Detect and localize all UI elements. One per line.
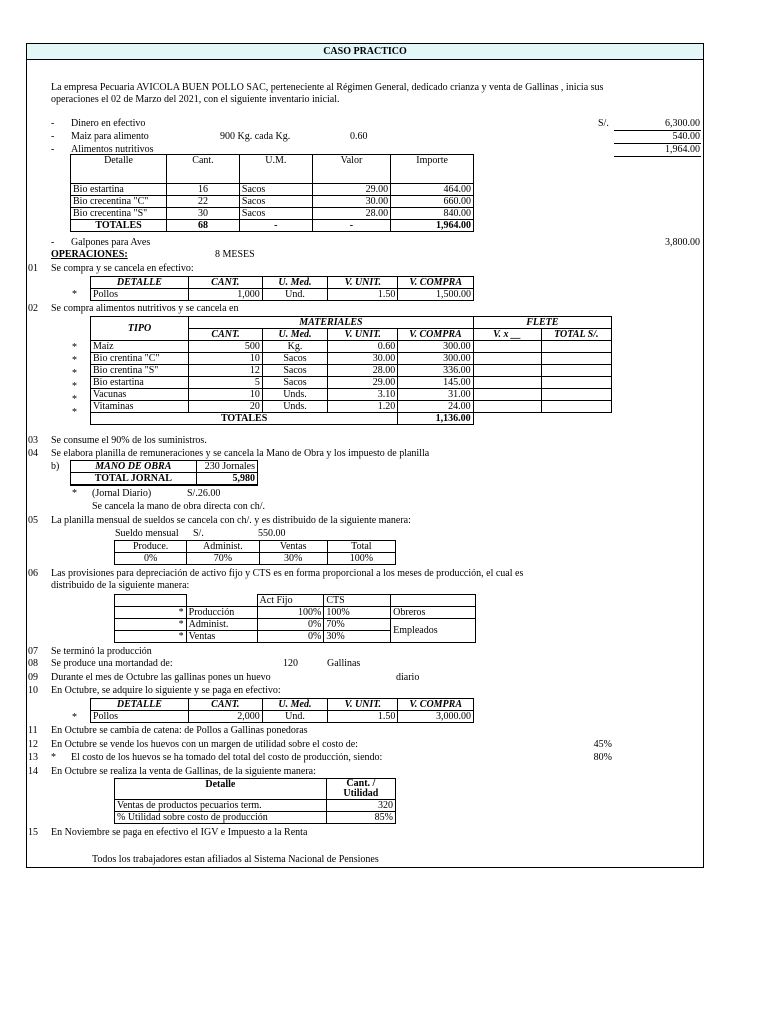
dinero-currency: S/.	[598, 118, 609, 129]
op01-table	[90, 276, 474, 301]
cell: 1,500.00	[398, 289, 474, 301]
table-row	[71, 184, 474, 196]
op-text: En Octubre se cambia de catena: de Pollos a Gallinas ponedoras	[51, 725, 308, 736]
table-row	[115, 800, 396, 812]
op02-table	[90, 316, 612, 425]
bullet: *	[72, 342, 77, 353]
col-header: CANT.	[188, 277, 262, 289]
col-header: Importe	[391, 155, 474, 184]
sueldo-currency: S/.	[193, 528, 204, 539]
cell: -	[312, 220, 390, 232]
col-header: U.M.	[239, 155, 312, 184]
col-header-line: Cant. /	[346, 778, 376, 789]
cell: 660.00	[391, 196, 474, 208]
op-text: Las provisiones para depreciación de activo fijo y CTS es en forma proporcional a los meses de producción, el cual es	[51, 568, 524, 579]
cell: 3,000.00	[398, 711, 474, 723]
cell	[541, 341, 611, 353]
jornal-value: S/.26.00	[187, 488, 221, 499]
col-header: Detalle	[115, 779, 327, 800]
cell: 0.60	[328, 341, 398, 353]
op-number: 05	[28, 515, 38, 526]
cell: Pollos	[91, 289, 189, 301]
col-header: Valor	[312, 155, 390, 184]
op-text: El costo de los huevos se ha tomado del total del costo de producción, siendo:	[71, 752, 383, 763]
cell: Sacos	[239, 184, 312, 196]
cell: 320	[326, 800, 395, 812]
cell: 24.00	[398, 401, 473, 413]
cell: Maíz	[91, 341, 189, 353]
cell: 145.00	[398, 377, 473, 389]
sueldo-value: 550.00	[258, 528, 286, 539]
op05-table	[114, 540, 396, 565]
cell: 30.00	[328, 353, 398, 365]
cell: 500	[189, 341, 263, 353]
bullet: *	[72, 368, 77, 379]
cell: 300.00	[398, 353, 473, 365]
cell: 336.00	[398, 365, 473, 377]
cell: 29.00	[312, 184, 390, 196]
cell: 10	[189, 353, 263, 365]
col-header: DETALLE	[91, 699, 189, 711]
dash: -	[51, 144, 55, 155]
cell: *	[115, 619, 187, 631]
cell: Sacos	[262, 353, 327, 365]
bullet: *	[72, 355, 77, 366]
cell: 300.00	[398, 341, 473, 353]
galpones-value: 3,800.00	[665, 237, 700, 248]
bullet: *	[72, 394, 77, 405]
table-row	[115, 812, 396, 824]
cell: 20	[189, 401, 263, 413]
table-row	[71, 208, 474, 220]
mano-label: MANO DE OBRA	[71, 461, 197, 473]
cell: 10	[189, 389, 263, 401]
intro-line-2: operaciones el 02 de Marzo del 2021, con el siguiente inventario inicial.	[51, 94, 340, 105]
cell: Unds.	[262, 401, 327, 413]
cell: Ventas de productos pecuarios term.	[115, 800, 327, 812]
cell: Und.	[262, 711, 327, 723]
cell: 12	[189, 365, 263, 377]
op-number: 01	[28, 263, 38, 274]
huevo-unit: diario	[396, 672, 420, 683]
cell	[473, 341, 541, 353]
col-header: TIPO	[91, 317, 189, 341]
op10-table	[90, 698, 474, 723]
cell: *	[115, 607, 187, 619]
col-header: CANT.	[188, 699, 262, 711]
op-text: La planilla mensual de sueldos se cancela con ch/. y es distribuido de la siguiente manera:	[51, 515, 411, 526]
table-row	[91, 289, 474, 301]
cell: 31.00	[398, 389, 473, 401]
op-text: En Octubre se vende los huevos con un margen de utilidad sobre el costo de:	[51, 739, 358, 750]
note: Se cancela la mano de obra directa con ch/.	[92, 501, 265, 512]
cell: 68	[167, 220, 240, 232]
mano-value: 230 Jornales	[196, 461, 257, 473]
cell: Obreros	[391, 607, 476, 619]
cell	[541, 365, 611, 377]
cell	[541, 377, 611, 389]
op-number: 13	[28, 752, 38, 763]
col-header: V. COMPRA	[398, 699, 474, 711]
col-header: DETALLE	[91, 277, 189, 289]
cell: 100%	[257, 607, 324, 619]
cell: 1.50	[328, 289, 398, 301]
cell: Administ.	[186, 619, 257, 631]
galpones-label: Galpones para Aves	[71, 237, 151, 248]
op-number: 14	[28, 766, 38, 777]
cell: Bio estartina	[71, 184, 167, 196]
cell: 28.00	[328, 365, 398, 377]
cell: 840.00	[391, 208, 474, 220]
op-text: Se terminó la producción	[51, 646, 152, 657]
op-number: 04	[28, 448, 38, 459]
cell	[473, 365, 541, 377]
op-number: 11	[28, 725, 38, 736]
op-text: En Octubre se realiza la venta de Gallinas, de la siguiente manera:	[51, 766, 316, 777]
bullet: *	[51, 752, 56, 763]
op-text: Se produce una mortandad de:	[51, 658, 173, 669]
cell: 85%	[326, 812, 395, 824]
col-header: MATERIALES	[189, 317, 473, 329]
maiz-qty: 900 Kg. cada Kg.	[220, 131, 291, 142]
cell: 30.00	[312, 196, 390, 208]
op-number: 15	[28, 827, 38, 838]
cell: Bio crecentina "C"	[71, 196, 167, 208]
bullet: *	[72, 381, 77, 392]
cell: Ventas	[186, 631, 257, 643]
cell	[473, 413, 541, 425]
mortandad-unit: Gallinas	[327, 658, 361, 669]
maiz-label: Maiz para alimento	[71, 131, 149, 142]
table-row	[71, 196, 474, 208]
total-jornal-label: TOTAL JORNAL	[71, 473, 197, 486]
col-header: V. COMPRA	[398, 329, 473, 341]
cell: Sacos	[262, 365, 327, 377]
col-header: V. COMPRA	[398, 277, 474, 289]
bullet: *	[72, 712, 77, 723]
col-header-line: Utilidad	[343, 788, 379, 799]
op-number: 10	[28, 685, 38, 696]
cell: 1.50	[328, 711, 398, 723]
cost-value: 80%	[593, 752, 612, 763]
cell	[541, 413, 611, 425]
col-header: Ventas	[259, 541, 327, 553]
totals-row	[91, 413, 612, 425]
cell: 100%	[324, 607, 391, 619]
op-number: 12	[28, 739, 38, 750]
col-header	[326, 779, 395, 800]
cell: 30	[167, 208, 240, 220]
table-row	[91, 401, 612, 413]
cell: Unds.	[262, 389, 327, 401]
bullet: *	[72, 407, 77, 418]
mortandad-qty: 120	[283, 658, 298, 669]
cell: 1,000	[188, 289, 262, 301]
cell	[473, 377, 541, 389]
cell: 100%	[327, 553, 395, 565]
cell: Sacos	[239, 208, 312, 220]
alimentos-label: Alimentos nutritivos	[71, 144, 154, 155]
op-text: Se compra y se cancela en efectivo:	[51, 263, 194, 274]
operaciones-months: 8 MESES	[215, 249, 255, 260]
op06-table	[114, 594, 476, 643]
op-number: 07	[28, 646, 38, 657]
op-number: 08	[28, 658, 38, 669]
document-title: CASO PRACTICO	[26, 43, 704, 60]
cell: 0%	[115, 553, 187, 565]
cell: Vacunas	[91, 389, 189, 401]
cell: 22	[167, 196, 240, 208]
table-row	[91, 389, 612, 401]
col-header: Total	[327, 541, 395, 553]
op-number: 02	[28, 303, 38, 314]
margin-value: 45%	[593, 739, 612, 750]
cell: 30%	[259, 553, 327, 565]
total-jornal-value: 5,980	[196, 473, 257, 486]
cell: Vitaminas	[91, 401, 189, 413]
op-number: 06	[28, 568, 38, 579]
col-header: CANT.	[189, 329, 263, 341]
maiz-value: 540.00	[672, 131, 700, 142]
cell: 28.00	[312, 208, 390, 220]
operaciones-label: OPERACIONES:	[51, 249, 128, 260]
col-header: V. UNIT.	[328, 699, 398, 711]
table-row	[91, 341, 612, 353]
op04-table	[70, 460, 258, 486]
cell: Empleados	[391, 619, 476, 643]
cell	[186, 595, 257, 607]
op-text: Se consume el 90% de los suministros.	[51, 435, 207, 446]
op14-table	[114, 778, 396, 824]
col-header: Detalle	[71, 155, 167, 184]
cell: Und.	[262, 289, 327, 301]
cell: Bio crecentina "S"	[71, 208, 167, 220]
cell: 70%	[187, 553, 259, 565]
cell: Producción	[186, 607, 257, 619]
totals-row	[71, 220, 474, 232]
op-text: Se compra alimentos nutritivos y se cancela en	[51, 303, 239, 314]
cell: -	[239, 220, 312, 232]
cell: 2,000	[188, 711, 262, 723]
dinero-value: 6,300.00	[665, 118, 700, 129]
cell: 0%	[257, 619, 324, 631]
col-header: V. UNIT.	[328, 277, 398, 289]
intro-line-1: La empresa Pecuaria AVICOLA BUEN POLLO SAC, perteneciente al Régimen General, dedicado crianza y venta de Gallinas , inicia sus	[51, 82, 604, 93]
footer-note: Todos los trabajadores estan afiliados al Sistema Nacional de Pensiones	[92, 854, 379, 865]
op-text: En Noviembre se paga en efectivo el IGV e Impuesto a la Renta	[51, 827, 308, 838]
cell: 70%	[324, 619, 391, 631]
col-header: U. Med.	[262, 699, 327, 711]
sueldo-label: Sueldo mensual	[115, 528, 179, 539]
cell	[473, 389, 541, 401]
cell: Sacos	[262, 377, 327, 389]
jornal-label: (Jornal Diario)	[92, 488, 152, 499]
dash: -	[51, 131, 55, 142]
cell: TOTALES	[71, 220, 167, 232]
col-header: Act Fijo	[257, 595, 324, 607]
cell: 29.00	[328, 377, 398, 389]
cell	[391, 595, 476, 607]
col-header: TOTAL S/.	[541, 329, 611, 341]
table-row	[115, 619, 476, 631]
alimentos-table	[70, 154, 474, 232]
cell: 1,964.00	[391, 220, 474, 232]
table-row	[91, 711, 474, 723]
bullet: *	[72, 488, 77, 499]
cell	[541, 353, 611, 365]
col-header: Produce.	[115, 541, 187, 553]
cell: Pollos	[91, 711, 189, 723]
table-row	[115, 607, 476, 619]
col-header: U. Med.	[262, 329, 327, 341]
bullet: *	[72, 289, 77, 300]
cell: Bio crentina "C"	[91, 353, 189, 365]
alimentos-value: 1,964.00	[665, 144, 700, 155]
dash: -	[51, 237, 55, 248]
table-row	[115, 553, 396, 565]
cell: Kg.	[262, 341, 327, 353]
item-letter: b)	[51, 461, 60, 472]
cell: 5	[189, 377, 263, 389]
op-number: 09	[28, 672, 38, 683]
cell: Bio crentina "S"	[91, 365, 189, 377]
cell: % Utilidad sobre costo de producción	[115, 812, 327, 824]
cell: 0%	[257, 631, 324, 643]
op-text: distribuido de la siguiente manera:	[51, 580, 190, 591]
maiz-price: 0.60	[350, 131, 368, 142]
cell: *	[115, 631, 187, 643]
dinero-label: Dinero en efectivo	[71, 118, 146, 129]
cell: TOTALES	[91, 413, 398, 425]
cell	[473, 353, 541, 365]
op-text: Durante el mes de Octubre las gallinas pones un huevo	[51, 672, 271, 683]
op-number: 03	[28, 435, 38, 446]
cell: Bio estartina	[91, 377, 189, 389]
col-header: FLETE	[473, 317, 611, 329]
op-text: En Octubre, se adquire lo siguiente y se paga en efectivo:	[51, 685, 281, 696]
cell: 3.10	[328, 389, 398, 401]
op-text: Se elabora planilla de remuneraciones y se cancela la Mano de Obra y los impuesto de planilla	[51, 448, 430, 459]
cell	[541, 401, 611, 413]
cell: 1,136.00	[398, 413, 473, 425]
cell: 464.00	[391, 184, 474, 196]
col-header: CTS	[324, 595, 391, 607]
cell: 1.20	[328, 401, 398, 413]
cell	[541, 389, 611, 401]
col-header: V. UNIT.	[328, 329, 398, 341]
col-header: Cant.	[167, 155, 240, 184]
col-header: V. x __	[473, 329, 541, 341]
dash: -	[51, 118, 55, 129]
cell	[473, 401, 541, 413]
table-row	[91, 365, 612, 377]
col-header: U. Med.	[262, 277, 327, 289]
table-row	[91, 353, 612, 365]
cell: 16	[167, 184, 240, 196]
cell: 30%	[324, 631, 391, 643]
cell: Sacos	[239, 196, 312, 208]
underline	[614, 156, 701, 157]
table-row	[91, 377, 612, 389]
cell	[115, 595, 187, 607]
col-header: Administ.	[187, 541, 259, 553]
